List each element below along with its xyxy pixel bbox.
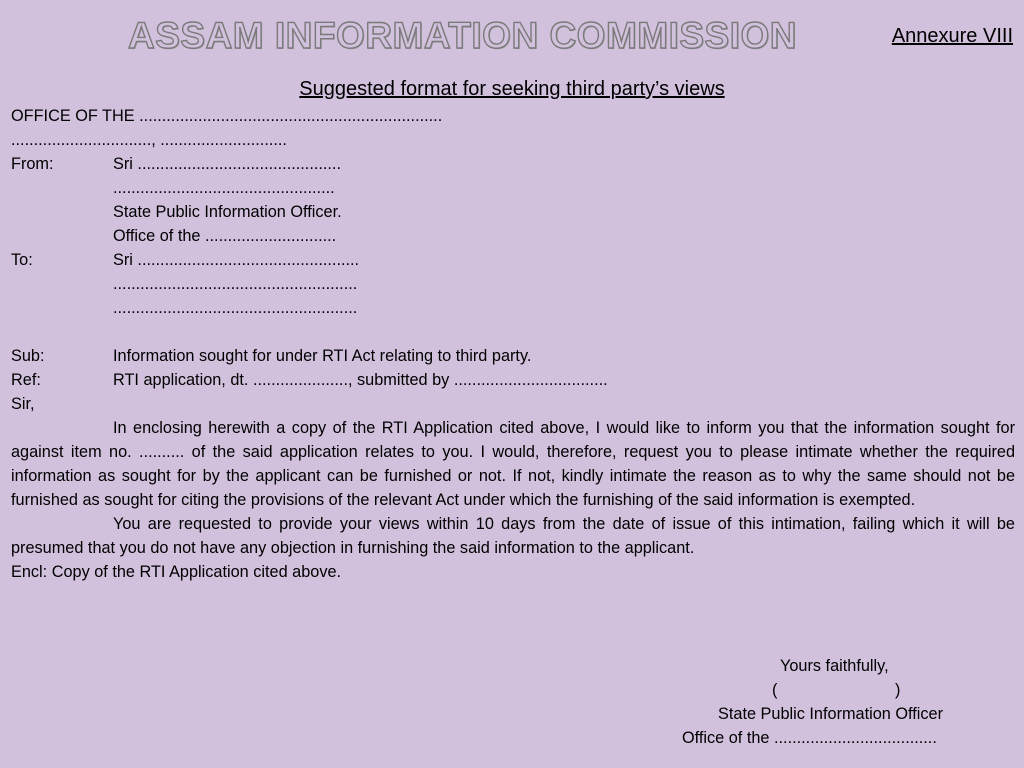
yours-faithfully: Yours faithfully,: [780, 657, 889, 675]
from-label: From:: [11, 155, 54, 173]
organization-title: ASSAM INFORMATION COMMISSION: [128, 15, 798, 56]
designation: State Public Information Officer: [718, 705, 944, 723]
from-line: .................................................: [113, 179, 335, 197]
place-date-line: ..............................., ............................: [11, 131, 287, 149]
paragraph-text: You are requested to provide your views within 10 days from the date of issue of this intimation, failing which it will be presumed that you do not have any objection in furnishing the said information to the applicant.: [11, 515, 1015, 557]
ref-label: Ref:: [11, 371, 41, 389]
signature-placeholder: ( ): [772, 681, 901, 699]
format-title: Suggested format for seeking third party’s views: [299, 78, 725, 100]
to-line: ......................................................: [113, 275, 358, 293]
sub-label: Sub:: [11, 347, 45, 365]
from-line: [11, 152, 1015, 176]
paragraph-intimation: [11, 416, 1015, 512]
to-label: To:: [11, 251, 33, 269]
to-line: ......................................................: [113, 299, 358, 317]
closing-block: [660, 654, 990, 750]
ref-text: RTI application, dt. ....................., submitted by ..................................: [113, 371, 608, 389]
from-line: Office of the .............................: [113, 227, 337, 245]
subject-line: [11, 344, 1015, 368]
to-line: [11, 248, 1015, 272]
enclosure-line: Encl: Copy of the RTI Application cited above.: [11, 563, 342, 581]
office-signature-line: Office of the ....................................: [682, 729, 937, 747]
reference-line: [11, 368, 1015, 392]
from-value: Sri .............................................: [113, 155, 341, 173]
sub-text: Information sought for under RTI Act relating to third party.: [113, 347, 532, 365]
to-value: Sri .................................................: [113, 251, 360, 269]
salutation: Sir,: [11, 395, 35, 413]
from-line: State Public Information Officer.: [113, 203, 342, 221]
letter-body: [11, 104, 1015, 584]
paragraph-text: In enclosing herewith a copy of the RTI Application cited above, I would like to inform you that the information sought for against item no. .......... of the said application relates to you. I would, therefore, request you to please intimate whether the required information as sought for by the applicant can be furnished or not. If not, kindly intimate the reason as to why the same should not be furnished as sought for citing the provisions of the relevant Act under which the furnishing of the said information is exempted.: [11, 419, 1015, 509]
annexure-label: Annexure VIII: [891, 25, 1013, 47]
paragraph-request: [11, 512, 1015, 560]
office-line: OFFICE OF THE ...................................................................: [11, 107, 443, 125]
spacer: [11, 320, 1015, 344]
